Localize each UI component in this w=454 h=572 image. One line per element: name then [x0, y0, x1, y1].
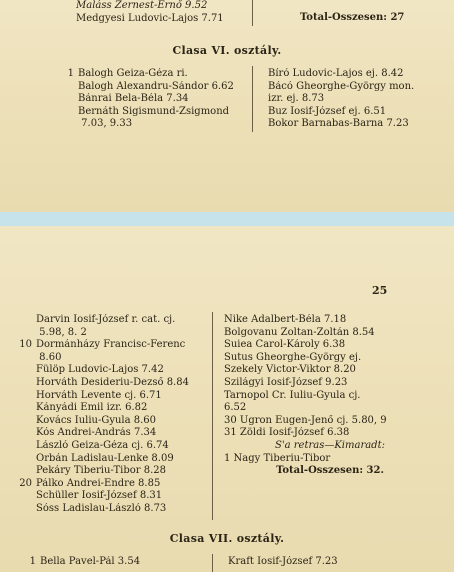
list-item — [16, 327, 216, 340]
list-item — [16, 314, 216, 327]
list-item — [16, 490, 216, 503]
item-text: Pálko Andrei-Endre 8.85 — [36, 477, 161, 489]
list-item: 31 Zöldi Iosif-József 6.38 — [224, 427, 350, 439]
list-item — [16, 415, 216, 428]
text-line: Medgyesi Ludovic-Lajos 7.71 — [76, 12, 224, 24]
total-count: Total-Összesen: 27 — [300, 12, 405, 23]
item-text: Dormánházy Francisc-Ferenc — [36, 339, 186, 351]
item-text: Horváth Desideriu-Dezső 8.84 — [36, 376, 189, 388]
list-item: Nike Adalbert-Béla 7.18 — [224, 314, 347, 325]
item-number: 10 — [19, 339, 32, 351]
item-text: Bella Pavel-Pál 3.54 — [40, 556, 141, 567]
item-text: Bernáth Sigismund-Zsigmond — [78, 105, 230, 117]
list-item — [16, 390, 216, 403]
item-text: Kányádi Emil izr. 6.82 — [36, 402, 148, 414]
list-item: Suiea Carol-Károly 6.38 — [224, 339, 346, 351]
list-item: Bokor Barnabas-Barna 7.23 — [268, 118, 409, 130]
list-item — [16, 402, 216, 415]
item-text: Balogh Geiza-Géza ri. — [78, 68, 188, 79]
list-item — [20, 556, 210, 569]
item-number: 20 — [19, 477, 32, 489]
list-item: 30 Ugron Eugen-Jenő cj. 5.80, 9 — [224, 414, 387, 426]
item-text: Balogh Alexandru-Sándor 6.62 — [78, 80, 234, 92]
item-text: Pekáry Tiberiu-Tibor 8.28 — [36, 465, 166, 477]
list-item: Bíró Ludovic-Lajos ej. 8.42 — [268, 68, 404, 79]
page-number: 25 — [372, 284, 388, 297]
list-item: Buz Iosif-József ej. 6.51 — [268, 105, 387, 117]
list-item — [16, 352, 216, 365]
list-item: S'a retras—Kimaradt: — [275, 439, 385, 451]
list-item: Sutus Gheorghe-György ej. — [224, 351, 362, 363]
list-item — [16, 339, 216, 352]
column-divider — [212, 554, 213, 572]
list-item: Total-Összesen: 32. — [276, 465, 384, 477]
list-item: Szekely Victor-Viktor 8.20 — [224, 364, 356, 376]
list-item — [16, 427, 216, 440]
list-item — [16, 453, 216, 466]
item-text: 7.03, 9.33 — [78, 118, 133, 130]
column-divider — [252, 0, 253, 26]
top-right-column — [300, 12, 404, 25]
text-line: Maláss Zernest-Ernő 9.52 — [76, 0, 208, 11]
item-text: Fülöp Ludovic-Lajos 7.42 — [36, 364, 164, 376]
list-item — [58, 118, 248, 131]
list-item: Bácó Gheorghe-György mon. — [268, 80, 415, 92]
bottom-right-column — [224, 314, 436, 478]
item-text: Kós Andrei-András 7.34 — [36, 427, 157, 439]
list-item — [58, 93, 248, 106]
item-text: 8.60 — [36, 351, 62, 363]
class-right-column — [268, 68, 448, 131]
item-text: Darvin Iosif-József r. cat. cj. — [36, 314, 176, 325]
item-text: Sóss Ladislau-László 8.73 — [36, 502, 167, 514]
list-item — [58, 81, 248, 94]
item-number: 1 — [29, 556, 36, 567]
list-item — [16, 478, 216, 491]
top-left-column — [76, 0, 224, 25]
class-left-column — [20, 556, 210, 569]
top-page-fragment — [0, 0, 454, 212]
bottom-left-column — [16, 314, 216, 516]
bottom-page — [0, 226, 454, 572]
class-right-column — [228, 556, 428, 569]
list-item: 1 Nagy Tiberiu-Tibor — [224, 452, 331, 464]
list-item — [16, 440, 216, 453]
item-text: Schüller Iosif-József 8.31 — [36, 490, 163, 502]
list-item — [16, 465, 216, 478]
class-left-column — [58, 68, 248, 131]
class-heading: Clasa VI. osztály. — [172, 44, 282, 57]
scan-gap — [0, 212, 454, 226]
list-item — [16, 364, 216, 377]
item-text: Kovács Iuliu-Gyula 8.60 — [36, 414, 157, 426]
list-item — [58, 68, 248, 81]
class-heading: Clasa VII. osztály. — [169, 532, 285, 545]
list-item: 6.52 — [224, 402, 247, 414]
item-number: 1 — [67, 68, 74, 79]
item-text: Orbán Ladislau-Lenke 8.09 — [36, 452, 174, 464]
list-item — [58, 106, 248, 119]
list-item: Tarnopol Cr. Iuliu-Gyula cj. — [224, 389, 361, 401]
item-text: László Geiza-Géza cj. 6.74 — [36, 439, 169, 451]
list-item: izr. ej. 8.73 — [268, 93, 325, 105]
list-item — [16, 503, 216, 516]
item-text: Horváth Levente cj. 6.71 — [36, 389, 162, 401]
list-item — [16, 377, 216, 390]
item-text: 5.98, 8. 2 — [36, 326, 87, 338]
list-item: Kraft Iosif-József 7.23 — [228, 556, 338, 567]
list-item: Bolgovanu Zoltan-Zoltán 8.54 — [224, 326, 375, 338]
item-text: Bánrai Bela-Béla 7.34 — [78, 93, 189, 105]
column-divider — [252, 66, 253, 132]
list-item: Szilágyi Iosif-József 9.23 — [224, 376, 348, 388]
column-divider — [212, 312, 213, 520]
